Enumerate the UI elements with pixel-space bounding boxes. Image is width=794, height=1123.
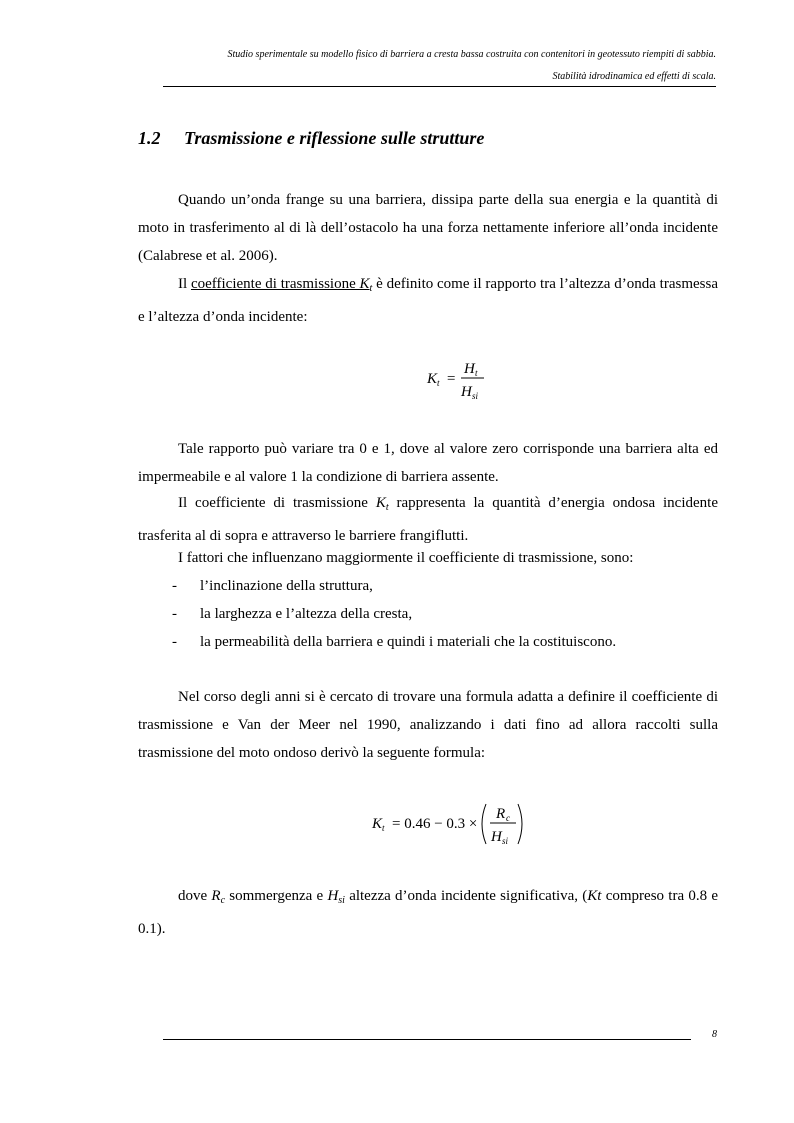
- footer-divider: [163, 1039, 691, 1040]
- formula-1-numerator-sub: t: [475, 368, 478, 378]
- list-item: - l’inclinazione della struttura,: [172, 578, 373, 594]
- list-item: - la larghezza e l’altezza della cresta,: [172, 606, 413, 622]
- paragraph-range: Tale rapporto può variare tra 0 e 1, dove al valore zero corrisponde una barriera alta ed impermeabile e al valore 1 la condizione di barriera assente.: [138, 441, 718, 485]
- formula-2-lhs-sub: t: [382, 823, 385, 833]
- paragraph-intro: Quando un’onda frange su una barriera, dissipa parte della sua energia e la quantità di moto in trasferimento al di là dell’ostacolo ha una forza nettamente inferiore all’onda incidente (Calabrese et al. 2006).: [138, 192, 718, 264]
- formula-1-svg: [424, 356, 504, 406]
- paragraph-factors-intro: I fattori che influenzano maggiormente il coefficiente di trasmissione, sono:: [178, 550, 634, 566]
- paragraph-van-der-meer: Nel corso degli anni si è cercato di trovare una formula adatta a definire il coefficiente di trasmissione e Van der Meer nel 1990, analizzando i dati fino ad allora raccolti sulla trasmissione del moto ondoso derivò la seguente formula:: [138, 689, 718, 761]
- formula-van-der-meer: [370, 800, 540, 855]
- running-header: [228, 44, 717, 88]
- paragraph-kt-meaning: Il coefficiente di trasmissione $K_t$ rappresenta la quantità d’energia ondosa incidente trasferita al di sopra e attraverso le barriere frangiflutti.: [138, 495, 718, 544]
- section-number: 1.2: [138, 128, 161, 148]
- formula-transmission-coefficient: [424, 356, 504, 411]
- paragraph-definition: Il coefficiente di trasmissione $K_t$ è definito come il rapporto tra l’altezza d’onda trasmessa e l’altezza d’onda incidente:: [138, 276, 718, 325]
- paragraph-variables: dove $R_c$ sommergenza e $H_{si}$ altezza d’onda incidente significativa, (Kt compreso tra 0.8 e 0.1).: [138, 888, 718, 937]
- header-divider: [163, 86, 716, 87]
- section-title: Trasmissione e riflessione sulle strutture: [184, 128, 485, 148]
- formula-1-equals: =: [446, 371, 457, 387]
- formula-1-lhs-sub: t: [437, 378, 440, 388]
- formula-2-denominator-sub: si: [502, 836, 509, 846]
- formula-2-numerator-sub: c: [506, 813, 510, 823]
- formula-1-denominator-sub: si: [472, 391, 479, 401]
- factors-list: [172, 572, 616, 656]
- term-underlined: coefficiente di trasmissione $K_t$: [190, 276, 373, 294]
- formula-2-left-paren: [482, 804, 486, 844]
- formula-1-numerator: H: [464, 361, 475, 377]
- page-number: 8: [712, 1029, 717, 1040]
- formula-2-numerator: R: [496, 806, 506, 822]
- formula-1-denominator: H: [461, 384, 472, 400]
- list-item: - la permeabilità della barriera e quindi i materiali che la costituiscono.: [172, 634, 617, 650]
- formula-2-right-paren: [518, 804, 522, 844]
- section-heading: [138, 128, 484, 149]
- header-line-2: Stabilità idrodinamica ed effetti di scala.: [552, 71, 716, 82]
- formula-1-lhs: K: [427, 371, 438, 387]
- formula-2-svg: [370, 800, 540, 850]
- header-line-1: Studio sperimentale su modello fisico di barriera a cresta bassa costruita con contenitori in geotessuto riempiti di sabbia.: [227, 49, 716, 60]
- formula-2-lhs: K: [372, 816, 383, 832]
- formula-2-denominator: H: [491, 829, 502, 845]
- formula-2-rhs: = 0.46 − 0.3 ×: [392, 816, 478, 832]
